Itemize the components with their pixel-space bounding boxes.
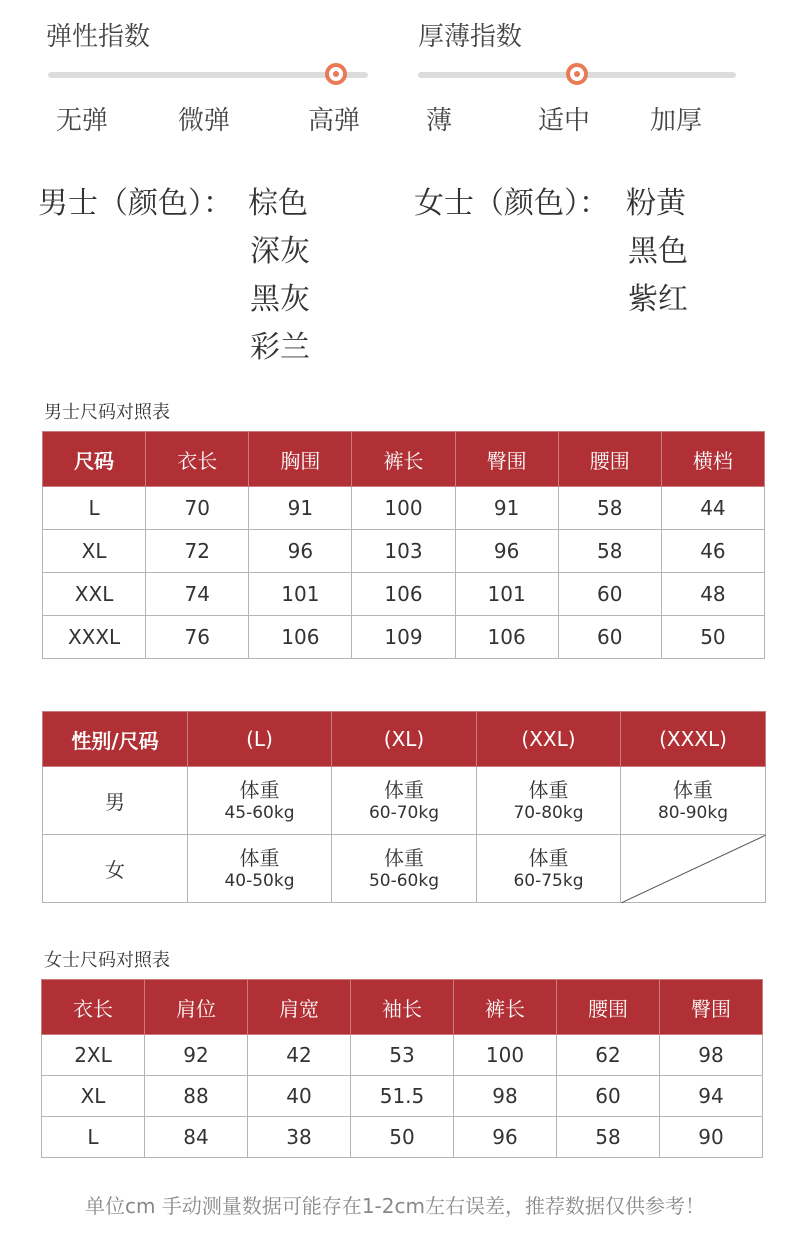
elasticity-label-high: 高弹 [308, 106, 361, 136]
weight-cell [332, 767, 477, 835]
table-cell: 92 [145, 1035, 248, 1076]
table-cell: 100 [454, 1035, 557, 1076]
table-cell: 74 [146, 573, 249, 616]
table-cell: 70 [146, 487, 249, 530]
women-table-caption: 女士尺码对照表 [44, 950, 170, 971]
col-header: 臀围 [660, 980, 763, 1035]
table-cell: L [43, 487, 146, 530]
weight-label: 体重 [239, 845, 280, 870]
col-header: 横档 [661, 432, 764, 487]
col-header: 尺码 [43, 432, 146, 487]
diagonal-line [621, 835, 766, 903]
table-cell: 58 [558, 530, 661, 573]
table-cell: 96 [455, 530, 558, 573]
men-color-1: 棕色 [248, 186, 308, 221]
col-header: 腰围 [557, 980, 660, 1035]
table-row [43, 530, 765, 573]
table-cell: 51.5 [351, 1076, 454, 1117]
weight-range: 40-50kg [224, 870, 295, 891]
table-cell: 50 [661, 616, 764, 659]
weight-label: 体重 [384, 777, 424, 802]
table-cell: 103 [352, 530, 455, 573]
table-row [43, 487, 765, 530]
weight-range: 60-75kg [513, 870, 584, 891]
table-cell: XL [42, 1076, 145, 1117]
col-header: 衣长 [146, 432, 249, 487]
table-cell: XXXL [43, 616, 146, 659]
table-cell: 106 [249, 616, 352, 659]
gender-cell: 女 [43, 835, 188, 903]
women-color-label: 女士（颜色）： [414, 186, 609, 221]
col-header: (XXL) [477, 712, 621, 767]
men-color-2: 深灰 [250, 234, 310, 269]
table-cell: 72 [146, 530, 249, 573]
men-table-caption: 男士尺码对照表 [44, 402, 170, 423]
table-cell: 53 [351, 1035, 454, 1076]
weight-table [42, 711, 766, 903]
footer-note: 单位cm 手动测量数据可能存在1-2cm左右误差，推荐数据仅供参考！ [85, 1194, 705, 1218]
table-cell: XXL [43, 573, 146, 616]
men-color-3: 黑灰 [250, 282, 310, 317]
table-row [42, 1076, 763, 1117]
col-header: (XL) [332, 712, 477, 767]
table-row [43, 835, 766, 903]
thickness-label-thin: 薄 [426, 106, 453, 136]
weight-label: 体重 [239, 777, 280, 802]
weight-range: 45-60kg [224, 802, 295, 823]
empty-diagonal-cell [621, 835, 766, 903]
elasticity-title: 弹性指数 [46, 22, 151, 52]
thickness-label-medium: 适中 [538, 106, 591, 136]
elasticity-label-none: 无弹 [56, 106, 109, 136]
women-color-2: 黑色 [628, 234, 688, 269]
weight-label: 体重 [528, 777, 569, 802]
table-cell: 76 [146, 616, 249, 659]
thickness-slider-knob [566, 63, 588, 85]
table-cell: 60 [558, 616, 661, 659]
table-cell: 98 [660, 1035, 763, 1076]
table-cell: 60 [558, 573, 661, 616]
weight-label: 体重 [384, 845, 424, 870]
weight-cell [621, 767, 766, 835]
weight-cell [188, 835, 332, 903]
table-cell: 91 [455, 487, 558, 530]
table-row [43, 573, 765, 616]
table-row [42, 1117, 763, 1158]
table-cell: 90 [660, 1117, 763, 1158]
table-cell: 60 [557, 1076, 660, 1117]
weight-label: 体重 [528, 845, 569, 870]
weight-cell [477, 835, 621, 903]
col-header: 袖长 [351, 980, 454, 1035]
table-cell: 88 [145, 1076, 248, 1117]
table-row [43, 616, 765, 659]
women-color-3: 紫红 [628, 282, 688, 317]
col-header: 胸围 [249, 432, 352, 487]
weight-range: 80-90kg [657, 802, 729, 823]
table-cell: 101 [455, 573, 558, 616]
table-row [43, 767, 766, 835]
table-cell: 109 [352, 616, 455, 659]
table-cell: 91 [249, 487, 352, 530]
table-cell: 106 [455, 616, 558, 659]
table-cell: 40 [248, 1076, 351, 1117]
table-cell: 44 [661, 487, 764, 530]
table-cell: XL [43, 530, 146, 573]
weight-range: 50-60kg [368, 870, 440, 891]
col-header: 肩宽 [248, 980, 351, 1035]
col-header: 裤长 [352, 432, 455, 487]
women-size-table [41, 979, 763, 1158]
col-header: (XXXL) [621, 712, 766, 767]
table-cell: 106 [352, 573, 455, 616]
col-header: 裤长 [454, 980, 557, 1035]
elasticity-slider-track [48, 72, 368, 78]
men-color-label: 男士（颜色）： [38, 186, 233, 221]
weight-range: 70-80kg [513, 802, 584, 823]
col-header: 肩位 [145, 980, 248, 1035]
table-cell: 38 [248, 1117, 351, 1158]
weight-range: 60-70kg [368, 802, 440, 823]
table-row [42, 1035, 763, 1076]
weight-cell [332, 835, 477, 903]
table-cell: 96 [249, 530, 352, 573]
col-header: (L) [188, 712, 332, 767]
table-cell: 58 [558, 487, 661, 530]
table-cell: 62 [557, 1035, 660, 1076]
col-header: 性别/尺码 [43, 712, 188, 767]
table-cell: L [42, 1117, 145, 1158]
men-color-4: 彩兰 [250, 330, 310, 365]
table-cell: 50 [351, 1117, 454, 1158]
table-cell: 101 [249, 573, 352, 616]
table-cell: 98 [454, 1076, 557, 1117]
women-color-1: 粉黄 [626, 186, 686, 221]
thickness-title: 厚薄指数 [418, 22, 523, 52]
col-header: 臀围 [455, 432, 558, 487]
elasticity-slider-knob [325, 63, 347, 85]
men-size-table [42, 431, 765, 659]
table-cell: 42 [248, 1035, 351, 1076]
thickness-label-thick: 加厚 [650, 106, 703, 136]
table-cell: 84 [145, 1117, 248, 1158]
col-header: 腰围 [558, 432, 661, 487]
col-header: 衣长 [42, 980, 145, 1035]
table-cell: 96 [454, 1117, 557, 1158]
elasticity-label-slight: 微弹 [178, 106, 231, 136]
table-cell: 94 [660, 1076, 763, 1117]
weight-cell [188, 767, 332, 835]
weight-cell [477, 767, 621, 835]
weight-label: 体重 [673, 777, 713, 802]
table-cell: 46 [661, 530, 764, 573]
table-cell: 58 [557, 1117, 660, 1158]
gender-cell: 男 [43, 767, 188, 835]
table-cell: 2XL [42, 1035, 145, 1076]
table-cell: 48 [661, 573, 764, 616]
table-cell: 100 [352, 487, 455, 530]
